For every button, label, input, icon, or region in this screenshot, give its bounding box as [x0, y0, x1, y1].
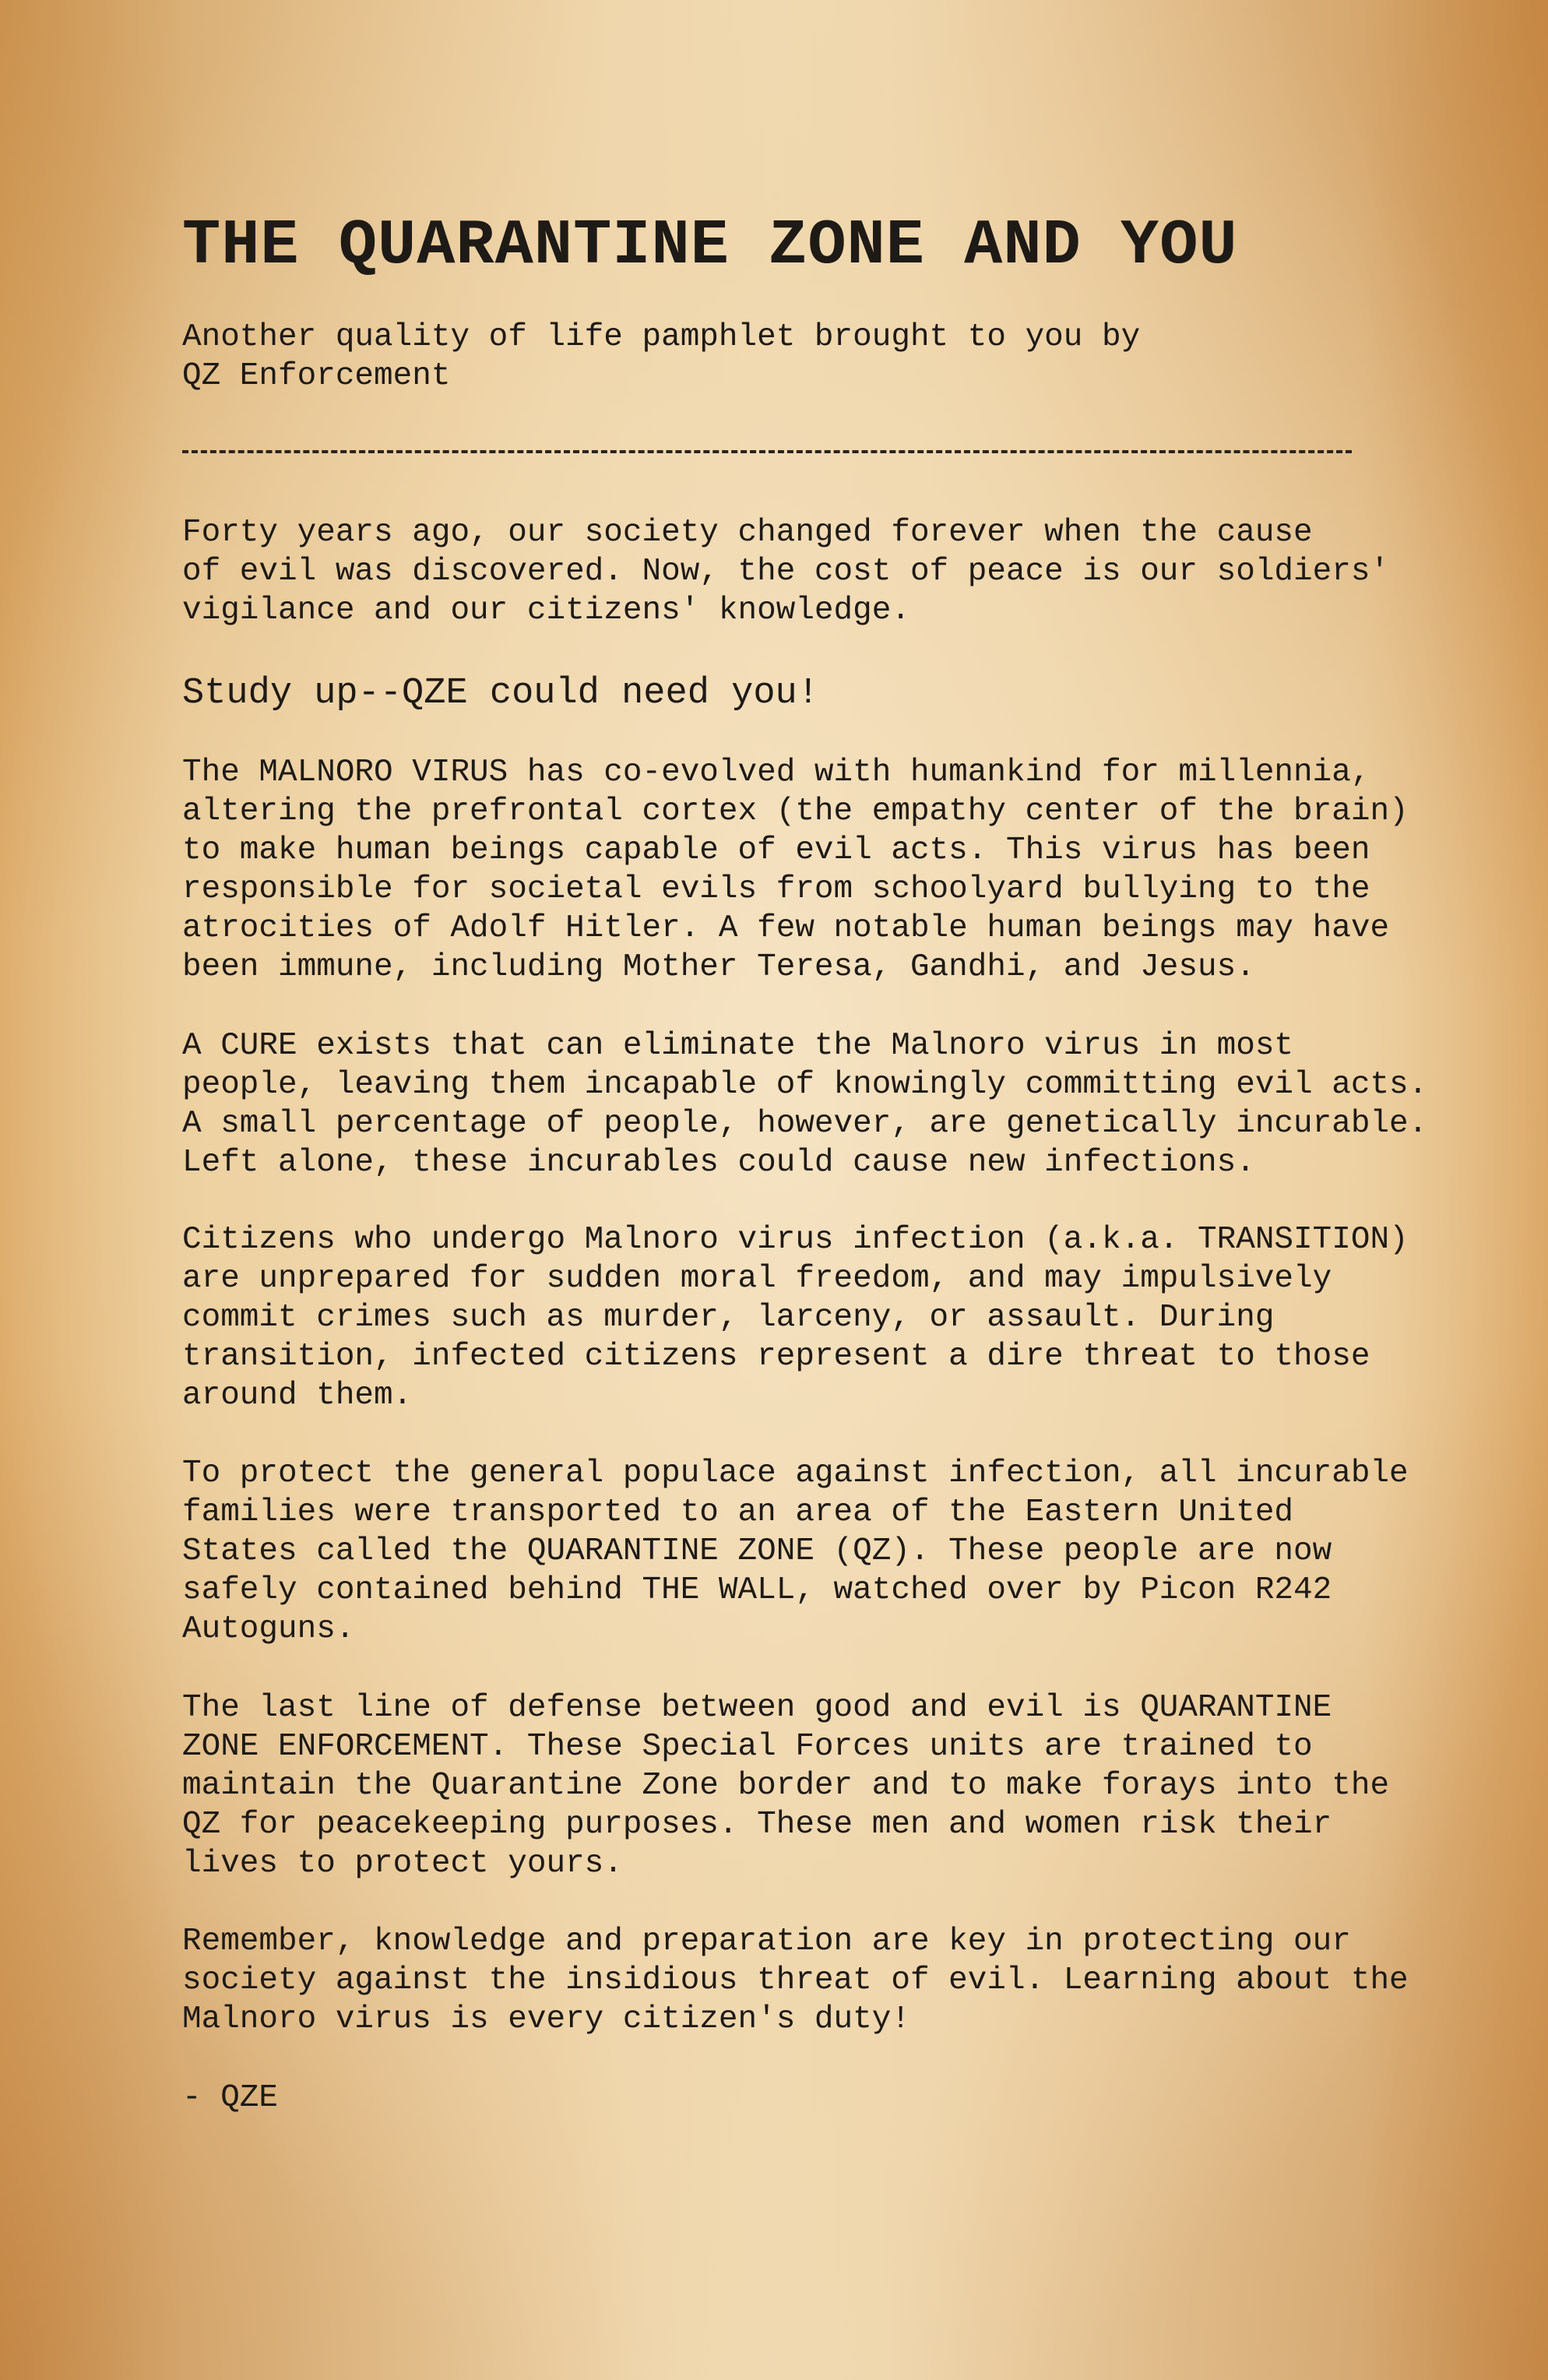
- paragraph-line: society against the insidious threat of evil. Learning about the: [182, 1963, 1409, 1998]
- paragraph-3: [182, 1026, 1427, 1182]
- paragraph-line: The MALNORO VIRUS has co-evolved with humankind for millennia,: [182, 755, 1370, 790]
- paragraph-line: been immune, including Mother Teresa, Gandhi, and Jesus.: [182, 949, 1255, 985]
- paragraph-line: of evil was discovered. Now, the cost of peace is our soldiers': [182, 554, 1390, 590]
- paragraph-4: [182, 1220, 1409, 1415]
- paragraph-line: Autoguns.: [182, 1611, 355, 1647]
- paragraph-line: Forty years ago, our society changed forever when the cause: [182, 515, 1313, 551]
- paragraph-5: [182, 1454, 1409, 1649]
- paragraph-line: Malnoro virus is every citizen's duty!: [182, 2002, 910, 2037]
- section-heading: Study up--QZE could need you!: [182, 673, 819, 714]
- paragraph-line: ZONE ENFORCEMENT. These Special Forces units are trained to: [182, 1729, 1313, 1765]
- paragraph-line: are unprepared for sudden moral freedom, and may impulsively: [182, 1261, 1332, 1297]
- paragraph-line: A CURE exists that can eliminate the Malnoro virus in most: [182, 1028, 1294, 1064]
- paragraph-line: Left alone, these incurables could cause new infections.: [182, 1145, 1255, 1181]
- paragraph-line: States called the QUARANTINE ZONE (QZ). These people are now: [182, 1533, 1332, 1569]
- paragraph-line: lives to protect yours.: [182, 1846, 623, 1882]
- paragraph-6: [182, 1688, 1389, 1883]
- paragraph-2: [182, 753, 1409, 987]
- paragraph-line: people, leaving them incapable of knowingly committing evil acts.: [182, 1067, 1428, 1103]
- subtitle-line: Another quality of life pamphlet brought to you by: [182, 319, 1141, 355]
- paragraph-7: [182, 1922, 1409, 2039]
- paragraph-line: maintain the Quarantine Zone border and to make forays into the: [182, 1768, 1390, 1804]
- paragraph-line: transition, infected citizens represent a dire threat to those: [182, 1339, 1370, 1375]
- paragraph-line: safely contained behind THE WALL, watched over by Picon R242: [182, 1572, 1332, 1608]
- paragraph-line: vigilance and our citizens' knowledge.: [182, 593, 910, 628]
- paragraph-line: responsible for societal evils from schoolyard bullying to the: [182, 871, 1370, 907]
- paragraph-1: [182, 513, 1389, 630]
- dashed-divider: [182, 450, 1352, 453]
- paragraph-line: The last line of defense between good and evil is QUARANTINE: [182, 1690, 1332, 1726]
- paragraph-line: around them.: [182, 1378, 413, 1414]
- page-title: THE QUARANTINE ZONE AND YOU: [182, 209, 1238, 282]
- paragraph-line: commit crimes such as murder, larceny, or assault. During: [182, 1300, 1275, 1336]
- paragraph-line: to make human beings capable of evil acts. This virus has been: [182, 833, 1370, 868]
- paragraph-line: To protect the general populace against infection, all incurable: [182, 1456, 1409, 1491]
- signature: - QZE: [182, 2080, 279, 2116]
- paragraph-line: QZ for peacekeeping purposes. These men and women risk their: [182, 1807, 1332, 1843]
- paragraph-line: families were transported to an area of the Eastern United: [182, 1495, 1294, 1530]
- paragraph-line: altering the prefrontal cortex (the empathy center of the brain): [182, 794, 1409, 829]
- paragraph-line: Remember, knowledge and preparation are key in protecting our: [182, 1924, 1351, 1959]
- paragraph-line: atrocities of Adolf Hitler. A few notable human beings may have: [182, 910, 1390, 946]
- paragraph-line: A small percentage of people, however, are genetically incurable.: [182, 1106, 1428, 1142]
- subtitle-line: QZ Enforcement: [182, 358, 451, 394]
- paragraph-line: Citizens who undergo Malnoro virus infection (a.k.a. TRANSITION): [182, 1222, 1409, 1258]
- subtitle: [182, 318, 1140, 396]
